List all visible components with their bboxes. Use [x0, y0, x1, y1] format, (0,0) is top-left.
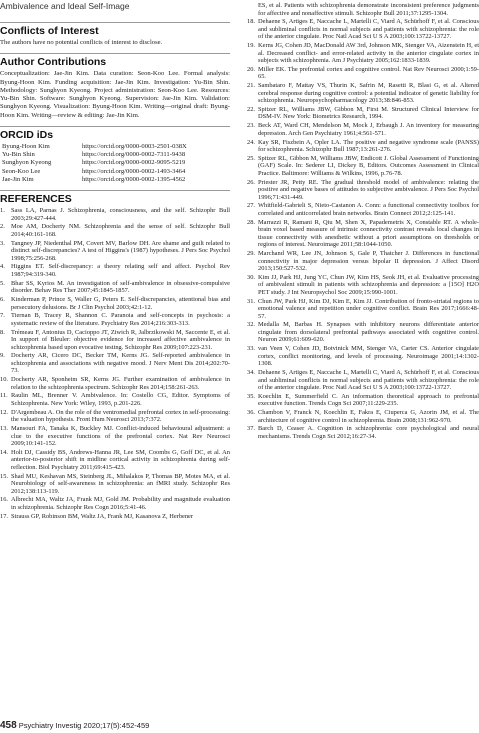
reference-number: 13. — [0, 425, 8, 433]
journal-name: Psychiatry Investig — [18, 721, 82, 730]
reference-number: 15. — [0, 472, 8, 480]
reference-item — [0, 352, 230, 375]
reference-number: 11. — [0, 392, 8, 400]
reference-item — [247, 321, 479, 344]
running-head: Ambivalence and Ideal Self-Image — [0, 1, 130, 11]
reference-number: 14. — [0, 448, 8, 456]
reference-number: 7. — [0, 312, 5, 320]
reference-item — [0, 409, 230, 424]
reference-number: 10. — [0, 376, 8, 384]
reference-number: 9. — [0, 352, 5, 360]
orcid-heading: ORCID iDs — [0, 126, 230, 141]
orcid-row — [0, 176, 187, 184]
orcid-row — [0, 151, 187, 159]
reference-number: 20. — [247, 65, 255, 73]
reference-text: Tangney JP, Niedenthal PM, Covert MV, Barlow DH. Are shame and guilt related to distinct self-discrepancies? A test of Higgins's (1987) hypotheses. J Pers Soc Psychol 1998;75:256-268. — [11, 239, 230, 262]
reference-text: Chun JW, Park HJ, Kim DJ, Kim E, Kim JJ. Contribution of fronto-striatal regions to emotional valence and repetition under cognitive conflict. Brain Res 2017;1666:48-57. — [258, 297, 479, 320]
reference-text: Marchand WR, Lee JN, Johnson S, Gale P, Thatcher J. Differences in functional connectivity in major depression versus bipolar II depression. J Affect Disord 2013;150:527-532. — [258, 250, 479, 273]
reference-text: Priester JR, Petty RE. The gradual threshold model of ambivalence: relating the positive and negative bases of attitudes to subjective ambivalence. J Pers Soc Psychol 1996;71:431-449. — [258, 178, 479, 201]
reference-text: Moe AM, Docherty NM. Schizophrenia and the sense of self. Schizophr Bull 2014;40:161-168. — [11, 223, 230, 238]
reference-number: 37. — [247, 425, 255, 433]
reference-text: Kay SR, Fiszbein A, Opler LA. The positive and negative syndrome scale (PANSS) for schizophrenia. Schizophr Bull 1987;13:261-276. — [258, 138, 479, 154]
reference-text: Docherty AR, Sponheim SR, Kerns JG. Further examination of ambivalence in relation to the schizophrenia spectrum. Schizophr Res 2014;158:261-263. — [11, 376, 230, 391]
reference-item — [0, 329, 230, 352]
reference-text: Raulin ML, Brenner V. Ambivalence. In: Costello CG, Editor. Symptoms of Schizophrenia. New York: Wiley, 1993, p.201-226. — [11, 392, 230, 407]
reference-item — [247, 202, 479, 217]
reference-number: 24. — [247, 138, 255, 146]
reference-item — [247, 345, 479, 368]
reference-number: 23. — [247, 122, 255, 130]
reference-number: 36. — [247, 409, 255, 417]
orcid-link[interactable]: https://orcid.org/0000-0003-2501-038X — [82, 143, 187, 151]
contributions-text: Conceptualization: Jae-Jin Kim. Data curation: Seon-Koo Lee. Formal analysis: Byung-Hoon Kim. Funding acquisition: Jae-Jin Kim. Investigation: Yu-Bin Shin. Methodology: Sunghyon Kyeong. Project administration: Seon-Koo Lee. Resources: Yu-Bin Shin. Software: Sunghyon Kyeong. Supervision: Jae-Jin Kim. Validation: Sunghyon Kyeong. Visualization: Byung-Hoon Kim. Writing—original draft: Byung-Hoon Kim. Writing—review & editing: Jae-Jin Kim. — [0, 70, 230, 119]
reference-item — [0, 473, 230, 496]
orcid-row — [0, 159, 187, 167]
reference-text: Dehaene S, Artiges E, Naccache L, Martelli C, Viard A, Schürhoff F, et al. Conscious and subliminal conflicts in normal subjects and patients with schizophrenia: the role of the anterior cingulate. Proc Natl Acad Sci U S A 2003;100:13722-13727. — [258, 18, 479, 41]
reference-item — [247, 425, 479, 440]
reference-text: Tiernan B, Tracey R, Shannon C. Paranoia and self-concepts in psychosis: a systematic review of the literature. Psychiatry Res 2014;216:303-313. — [11, 312, 230, 327]
orcid-link[interactable]: https://orcid.org/0000-0002-9095-5219 — [82, 159, 186, 167]
reference-number: 6. — [0, 296, 5, 303]
reference-text: ES, et al. Patients with schizophrenia demonstrate inconsistent preference judgments for affective and nonaffective stimuli. Schizophr Bull 2011;37:1295-1304. — [258, 2, 479, 17]
reference-item — [247, 66, 479, 81]
contributions-heading: Author Contributions — [0, 53, 230, 68]
reference-item — [0, 280, 230, 295]
reference-text: Chambon V, Franck N, Koechlin E, Fakra E, Ciuperca G, Azorin JM, et al. The architecture of cognitive control in schizophrenia. Brain 2008;131:962-970. — [258, 409, 479, 424]
reference-number: 19. — [247, 42, 255, 50]
reference-item — [0, 496, 230, 511]
reference-number: 22. — [247, 105, 255, 113]
journal-citation: 2020;17(5):452-459 — [83, 721, 150, 730]
reference-item — [247, 298, 479, 321]
reference-item — [0, 240, 230, 263]
reference-number: 4. — [0, 263, 5, 271]
reference-item — [0, 312, 230, 327]
reference-item — [247, 139, 479, 154]
reference-number: 2. — [0, 223, 5, 231]
reference-number: 26. — [247, 178, 255, 186]
reference-item — [0, 207, 230, 222]
page-number: 458 — [0, 720, 17, 731]
reference-number: 33. — [247, 345, 255, 353]
reference-item — [247, 274, 479, 297]
reference-item — [247, 393, 479, 408]
reference-text: van Veen V, Cohen JD, Botvinick MM, Stenger VA, Carter CS. Anterior cingulate cortex, conflict monitoring, and levels of processing. Neuroimage 2001;14:1302-1308. — [258, 345, 479, 368]
reference-item — [0, 392, 230, 407]
reference-item — [0, 263, 230, 278]
page-footer — [0, 720, 149, 731]
reference-text: Koechlin E, Summerfield C. An information theoretical approach to prefrontal executive function. Trends Cogn Sci 2007;11:229-235. — [258, 392, 479, 408]
reference-item — [247, 409, 479, 424]
reference-text: Sass LA, Parnas J. Schizophrenia, consciousness, and the self. Schizophr Bull 2003;29:427-444. — [11, 207, 230, 222]
reference-text: Barch D, Ceaser A. Cognition in schizophrenia: core psychological and neural mechanisms. Trends Cogn Sci 2012;16:27-34. — [258, 425, 479, 440]
reference-text: D'Argembeau A. On the role of the ventromedial prefrontal cortex in self-processing: the valuation hypothesis. Front Hum Neurosci 2013;7:372. — [11, 408, 230, 424]
reference-item — [247, 369, 479, 392]
reference-text: Whitfield-Gabrieli S, Nieto-Castanon A. Conn: a functional connectivity toolbox for correlated and anticorrelated brain networks. Brain Connect 2012;2:125-141. — [258, 202, 479, 217]
reference-text: Higgins ET. Self-discrepancy: a theory relating self and affect. Psychol Rev 1987;94:319-340. — [11, 263, 230, 278]
reference-number: 27. — [247, 202, 255, 210]
orcid-author-name: Yu-Bin Shin — [2, 151, 35, 159]
reference-text: Kim JJ, Park HJ, Jung YC, Chun JW, Kim HS, Seok JH, et al. Evaluative processing of ambivalent stimuli in patients with schizophrenia and depression: a [15O] H2O PET study. J Int Neuropsychol Soc 2009;15:990-1001. — [258, 273, 479, 296]
reference-item — [247, 179, 479, 202]
orcid-author-name: Sunghyon Kyeong — [2, 159, 52, 167]
reference-item — [247, 122, 479, 137]
reference-number: 1. — [0, 207, 5, 215]
reference-item — [0, 376, 230, 391]
reference-item — [247, 82, 479, 105]
left-column — [0, 22, 230, 522]
reference-item — [247, 250, 479, 273]
reference-number: 17. — [0, 512, 8, 520]
reference-number: 29. — [247, 250, 255, 258]
reference-text: Shad MU, Keshavan MS, Steinberg JL, Mihalakos P, Thomas BP, Motes MA, et al. Neurobiology of self-awareness in schizophrenia: an fMRI study. Schizophr Res 2012;138:113-119. — [11, 472, 230, 495]
reference-number: 28. — [247, 218, 255, 226]
orcid-row — [0, 143, 187, 151]
reference-text: Kerns JG, Cohen JD, MacDonald AW 3rd, Johnson MK, Stenger VA, Aizenstein H, et al. Decreased conflict- and error-related activity in the anterior cingulate cortex in subjects with schizophrenia. Am J Psychiatry 2005;162:1833-1839. — [258, 42, 479, 65]
reference-text: Medalla M, Barbas H. Synapses with inhibitory neurons differentiate anterior cingulate from dorsolateral prefrontal pathways associated with cognitive control. Neuron 2009;61:609-620. — [258, 321, 479, 344]
reference-text: Bhar SS, Kyrios M. An investigation of self-ambivalence in obsessive-compulsive disorder. Behav Res Ther 2007;45:1845-1857. — [11, 279, 230, 295]
reference-number: 34. — [247, 369, 255, 377]
reference-item — [247, 42, 479, 65]
reference-number: 5. — [0, 279, 5, 287]
orcid-link[interactable]: https://orcid.org/0000-0002-1493-3464 — [82, 167, 186, 175]
reference-list-right — [247, 2, 479, 440]
conflicts-text: The authors have no potential conflicts of interest to disclose. — [0, 39, 163, 46]
reference-text: Miller EK. The prefrontal cortex and cognitive control. Nat Rev Neurosci 2000;1:59-65. — [258, 65, 479, 81]
reference-item — [247, 2, 479, 17]
reference-number: 21. — [247, 82, 255, 90]
reference-item — [0, 425, 230, 448]
reference-item — [0, 513, 230, 521]
reference-number: 31. — [247, 297, 255, 305]
reference-number: 3. — [0, 239, 5, 247]
reference-text: Holt DJ, Cassidy BS, Andrews-Hanna JR, Lee SM, Coombs G, Goff DC, et al. An anterior-to-posterior shift in midline cortical activity in schizophrenia during self-reflection. Biol Psychiatry 2011;69:415-423. — [11, 448, 230, 471]
reference-text: Strauss GP, Robinson BM, Waltz JA, Frank MJ, Kasanova Z, Herbener — [11, 512, 194, 520]
reference-number: 35. — [247, 392, 255, 400]
reference-item — [247, 219, 479, 249]
reference-text: Marrazzi R, Ramani R, Qiu M, Shen X, Papademetris X, Constable RT. A whole-brain voxel based measure of intrinsic connectivity contrast reveals local changes in tissue connectivity with anesthetic without a priori assumptions on thresholds or regions of interest. Neuroimage 2011;58:1044-1050. — [258, 218, 479, 249]
orcid-row — [0, 168, 187, 176]
reference-text: Dehaene S, Artiges E, Naccache L, Martelli C, Viard A, Schürhoff F, et al. Conscious and subliminal conflicts in normal subjects and patients with schizophrenia: the role of the anterior cingulate. Proc Natl Acad Sci U S A 2003;100:13722-13727. — [258, 369, 479, 392]
reference-text: Beck AT, Ward CH, Mendelson M, Mock J, Erbaugh J. An inventory for measuring depression. Arch Gen Psychiatry 1961;4:561-571. — [258, 122, 479, 137]
reference-text: Spitzer RL, Williams JBW, Gibbon M, First M. Structured Clinical Interview for DSM-IV. New York: Biometrics Research, 1994. — [258, 105, 479, 121]
reference-number: 18. — [247, 18, 255, 26]
reference-text: Docherty AR, Cicero DC, Becker TM, Kerns JG. Self-reported ambivalence in schizophrenia and associations with negative mood. J Nerv Ment Dis 2014;202:70-73. — [11, 352, 230, 375]
orcid-table — [0, 143, 187, 184]
reference-text: Sambataro F, Mattay VS, Thurin K, Safrin M, Rasetti R, Blasi G, et al. Altered cerebral response during cognitive control: a potential indicator of genetic liability for schizophrenia. Neuropsychopharmacology 2013;38:846-853. — [258, 82, 479, 105]
reference-text: Kinderman P, Prince S, Waller G, Peters E. Self-discrepancies, attentional bias and persecutory delusions. Br J Clin Psychol 2003;42:1-12. — [11, 296, 230, 311]
reference-list-left — [0, 207, 230, 520]
reference-number: 8. — [0, 328, 5, 336]
reference-text: Mansouri FA, Tanaka K, Buckley MJ. Conflict-induced behavioural adjustment: a clue to the executive functions of the prefrontal cortex. Nat Rev Neurosci 2009;10:141-152. — [11, 425, 230, 448]
reference-item — [0, 449, 230, 472]
conflicts-heading: Conflicts of Interest — [0, 22, 230, 37]
reference-item — [0, 223, 230, 238]
orcid-author-name: Jae-Jin Kim — [2, 175, 34, 183]
references-heading: REFERENCES — [0, 190, 230, 205]
orcid-author-name: Byung-Hoon Kim — [2, 143, 50, 151]
reference-number: 32. — [247, 321, 255, 329]
reference-number: 16. — [0, 496, 8, 504]
right-column — [247, 2, 479, 442]
reference-number: 12. — [0, 408, 8, 416]
orcid-link[interactable]: https://orcid.org/0000-0002-7311-9438 — [82, 151, 186, 159]
reference-item — [0, 296, 230, 311]
reference-item — [247, 106, 479, 121]
orcid-link[interactable]: https://orcid.org/0000-0002-1395-4562 — [82, 175, 186, 183]
reference-number: 30. — [247, 273, 255, 281]
reference-text: Trémeau F, Antonius D, Cacioppo JT, Ziwich R, Jalbrzikowski M, Saccente E, et al. In support of Bleuler: objective evidence for increased affective ambivalence in schizophrenia based upon evocative testing. Schizophr Res 2009;107:223-231. — [11, 328, 230, 351]
reference-item — [247, 18, 479, 41]
reference-number: 25. — [247, 154, 255, 162]
reference-text: Spitzer RL, Gibbon M, Williams JBW, Endicott J. Global Assessment of Functioning (GAF) Scale. In: Sederer LI, Dickey B, Editors. Outcomes Assessment in Clinical Practice. Baltimore: Williams & Wilkins, 1996, p.76-78. — [258, 154, 479, 177]
orcid-author-name: Seon-Koo Lee — [2, 167, 41, 175]
reference-text: Albrecht MA, Waltz JA, Frank MJ, Gold JM. Probability and magnitude evaluation in schizophrenia. Schizophr Res Cogn 2016;5:41-46. — [11, 496, 230, 511]
reference-item — [247, 155, 479, 178]
